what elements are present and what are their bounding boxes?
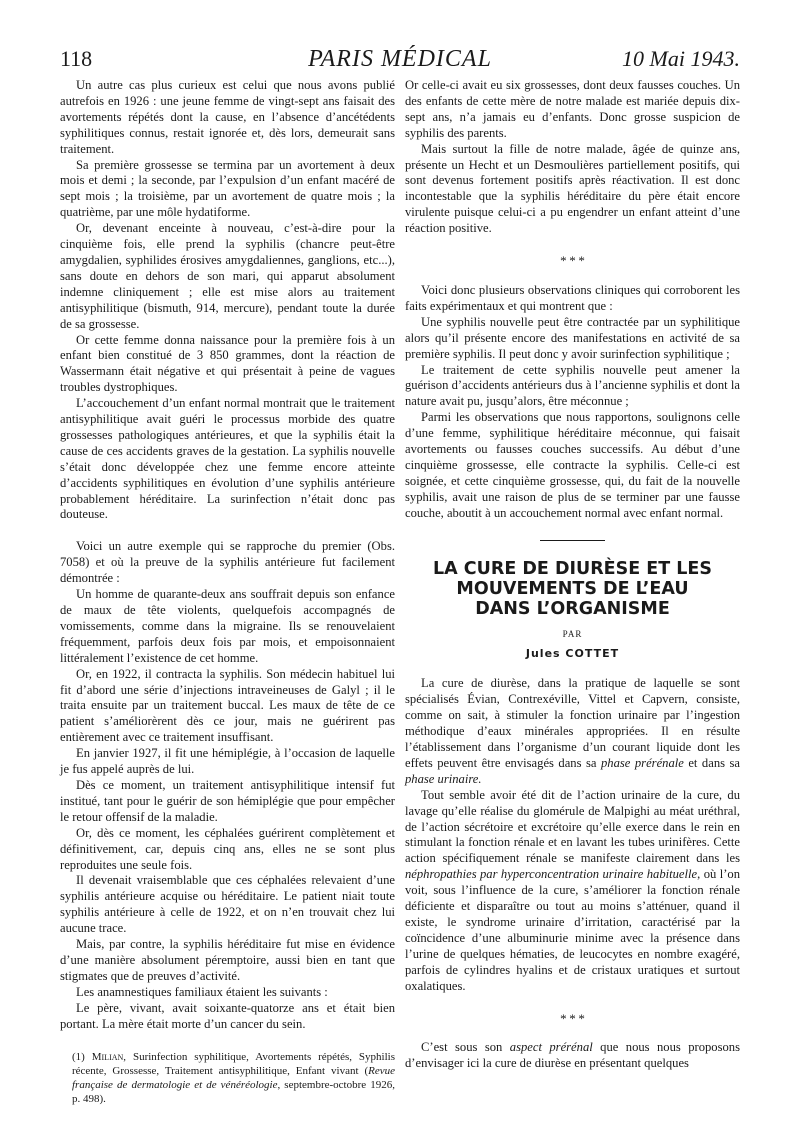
paragraph: Sa première grossesse se termina par un avortement à deux mois et demi ; la seconde, par l’expulsion d’un enfant macéré de sept mois ; la troisième, par un avortement de quatre mois ; la quatrième, par une môle hydatiforme. <box>60 157 395 220</box>
paragraph: En janvier 1927, il fit une hémiplégie, à l’occasion de laquelle je fus appelé auprès de lui. <box>60 746 395 777</box>
paragraph: Un homme de quarante-deux ans souffrait depuis son enfance de maux de tête violents, quelquefois accompagnés de vomissements, comme dans la migraine. Ils se renouvelaient fréquemment, parfois deux fois par mois, et empoisonnaient littéralement l’existence de cet homme. <box>60 587 395 665</box>
paragraph-text: , où l’on voit, sous l’influence de la cure, s’améliorer la fonction rénale déficiente et disparaître ou tout au moins s’atténuer, quand il existe, le syndrome urinaire d’irritation, caractérisé par la coïncidence d’une albuminurie minime avec la présence dans l’urine de quelques hématies, de leucocytes en nombre exagéré, parfois de cylindres hyalins et de cristaux uratiques et surtout oxalatiques. <box>405 867 741 993</box>
paragraph: Le père, vivant, avait soixante-quatorze ans et était bien portant. La mère était morte d’un cancer du sein. <box>60 1000 395 1031</box>
footnote-journal: Revue française de dermatologie et de vénéréologie <box>72 1065 395 1092</box>
issue-date: 10 Mai 1943. <box>622 46 740 71</box>
title-line: DANS L’ORGANISME <box>475 598 670 619</box>
paragraph: Un autre cas plus curieux est celui que nous avons publié autrefois en 1926 : une jeune femme de vingt-sept ans faisait des avortements répétés dont la cause, en l’absence d’ancétédents syphilitiques connus, restait ignorée et, dès lors, demeurait sans traitement. <box>60 78 395 156</box>
paragraph <box>405 788 740 995</box>
paragraph-text: La cure de diurèse, dans la pratique de laquelle se sont spécialisés Évian, Contrexéville, Vittel et Capvern, consiste, comme on sait, à stimuler la fonction urinaire par l’ingestion méthodique d’eaux minérales appropriées. Il en résulte l’établissement dans l’organisme d’un courant liquide dont les effets peuvent être envisagés dans sa <box>405 676 740 770</box>
paragraph: Voici un autre exemple qui se rapproche du premier (Obs. 7058) et où la preuve de la syphilis antérieure fut facilement démontrée : <box>60 539 395 586</box>
paragraph: Or, devenant enceinte à nouveau, c’est-à-dire pour la cinquième fois, elle prend la syphilis (chancre peut-être amygdalien, syphilides érosives amygdaliennes, ganglions, etc...), sans doute en dehors de son mari, qui apparut absolument indemne cliniquement ; elle est mise alors au traitement antisyphilitique (bismuth, 914, mercure), pendant toute la durée de sa grossesse. <box>60 221 395 331</box>
emphasis: néphropathies par hyperconcentration urinaire habituelle <box>405 867 698 882</box>
paragraph: Or, en 1922, il contracta la syphilis. Son médecin habituel lui fit d’abord une série d’injections intraveineuses de Galyl ; il le traita ensuite par un traitement buccal. Les maux de tête de ce patient s’améliorèrent dès ce jour, mais ne guérirent pas entièrement avec ce traitement insuffisant. <box>60 666 395 745</box>
emphasis: aspect prérénal <box>509 1040 593 1055</box>
emphasis: phase prérénale <box>601 755 684 770</box>
paragraph: Parmi les observations que nous rapportons, soulignons celle d’une femme, syphilitique héréditaire méconnue, qui faisait avortements ou fausses couches successifs. Au début d’une cinquième grossesse, elle contracte la syphilis. Celle-ci est soignée, et cette cinquième grossesse, qui, du fait de la nouvelle syphilis, avait une raison de plus de se terminer par une fausse couche, aboutit à un accouchement normal avec enfant normal. <box>405 410 740 520</box>
article-title <box>405 559 740 619</box>
paragraph <box>405 676 740 787</box>
paragraph: Or, dès ce moment, les céphalées guérirent complètement et définitivement, car, depuis cinq ans, elles ne se sont plus reproduites une seule fois. <box>60 825 395 872</box>
section-asterisks: * * * <box>560 253 585 269</box>
footnote-text: , Surinfection syphilitique, Avortements répétés, Syphilis récente, Grossesse, Traitement antisyphilitique, Enfant vivant ( <box>72 1051 395 1078</box>
section-asterisks: * * * <box>560 1010 585 1026</box>
paragraph-text: C’est sous son <box>421 1040 510 1055</box>
footnote-ref: (1) <box>72 1051 92 1064</box>
paragraph: Mais surtout la fille de notre malade, âgée de quinze ans, présente un Hecht et un Desmoulières partiellement positifs, qui sont devenus fortement positifs après réactivation. Il est donc incontestable que la syphilis héréditaire du père était encore virulente puisque celui-ci a pu engendrer un enfant atteint d’une réaction positive. <box>405 141 740 236</box>
paragraph: L’accouchement d’un enfant normal montrait que le traitement antisyphilitique avait guéri le processus morbide des quatre grossesses pathologiques antérieures, et que la syphilis était la cause de ces accidents graves de la gestation. La syphilis nouvelle s’était donc développée chez une femme encore atteinte d’accidents syphilitiques en évolution d’une syphilis antérieure probablement héréditaire. La surinfection n’était donc pas douteuse. <box>60 396 395 522</box>
paragraph: Or celle-ci avait eu six grossesses, dont deux fausses couches. Un des enfants de cette mère de notre malade est mariée depuis dix-sept ans, n’a jamais eu d’enfants. Donc grosse suspicion de syphilis des parents. <box>405 78 740 140</box>
paragraph: Une syphilis nouvelle peut être contractée par un syphilitique alors qu’il présente encore des manifestations en activité de sa première syphilis. Il peut donc y avoir surinfection syphilitique ; <box>405 314 740 361</box>
running-header <box>60 46 740 76</box>
paragraph-text: Tout semble avoir été dit de l’action urinaire de la cure, du lavage qu’elle réalise du glomérule de Malpighi au méat uréthral, de l’action sécrétoire et excrétoire qu’elle exerce dans le rein en stimulant la fonction rénale et en lavant les tubes urinifères. Cette action spécifiquement rénale se manifeste clairement dans les <box>405 787 740 866</box>
footnote-text-end: , septembre-octobre 1926, p. 498). <box>72 1079 395 1106</box>
paragraph: Mais, par contre, la syphilis héréditaire fut mise en évidence d’une manière absolument péremptoire, aussi bien en tant que stigmates que de preuves d’activité. <box>60 937 395 983</box>
footnote <box>60 1050 395 1106</box>
left-column <box>60 78 395 1106</box>
title-line: MOUVEMENTS DE L’EAU <box>456 578 689 599</box>
paragraph: Or cette femme donna naissance pour la première fois à un enfant bien constitué de 3 850 grammes, dont la réaction de Wassermann était négative et qui présentait à peine de vagues troubles dystrophiques. <box>60 332 395 395</box>
section-divider <box>540 540 605 541</box>
paragraph: Les anamnestiques familiaux étaient les suivants : <box>76 984 328 999</box>
paragraph: Voici donc plusieurs observations cliniques qui corroborent les faits expérimentaux et qui montrent que : <box>405 282 740 313</box>
paragraph-text: que nous nous proposons d’envisager ici la cure de diurèse en présentant quelques <box>405 1040 741 1071</box>
emphasis: phase urinaire. <box>405 771 482 786</box>
journal-title: PARIS MÉDICAL <box>308 46 492 72</box>
paragraph: Dès ce moment, un traitement antisyphilitique intensif fut institué, tant pour le guérir de son hémiplégie que pour empêcher le retour offensif de la maladie. <box>60 777 395 824</box>
article-author: Jules COTTET <box>525 647 620 661</box>
paragraph: Le traitement de cette syphilis nouvelle peut amener la guérison d’accidents antérieurs dus à l’ancienne syphilis et dont la nature avait pu, jusqu’alors, être méconnue ; <box>405 362 740 409</box>
right-column <box>405 78 740 1072</box>
page-number: 118 <box>60 46 93 71</box>
footnote-author: Milian <box>91 1051 124 1064</box>
paragraph-text: et dans sa <box>683 755 740 770</box>
paragraph: Il devenait vraisemblable que ces céphalées relevaient d’une syphilis antérieure acquise ou héréditaire. Le patient niait toute syphilis antérieure à celle de 1922, et on n’en trouvait chez lui aucune trace. <box>60 873 395 936</box>
paragraph <box>405 1040 740 1072</box>
byline-par: PAR <box>562 628 583 639</box>
title-line: LA CURE DE DIURÈSE ET LES <box>433 558 712 579</box>
